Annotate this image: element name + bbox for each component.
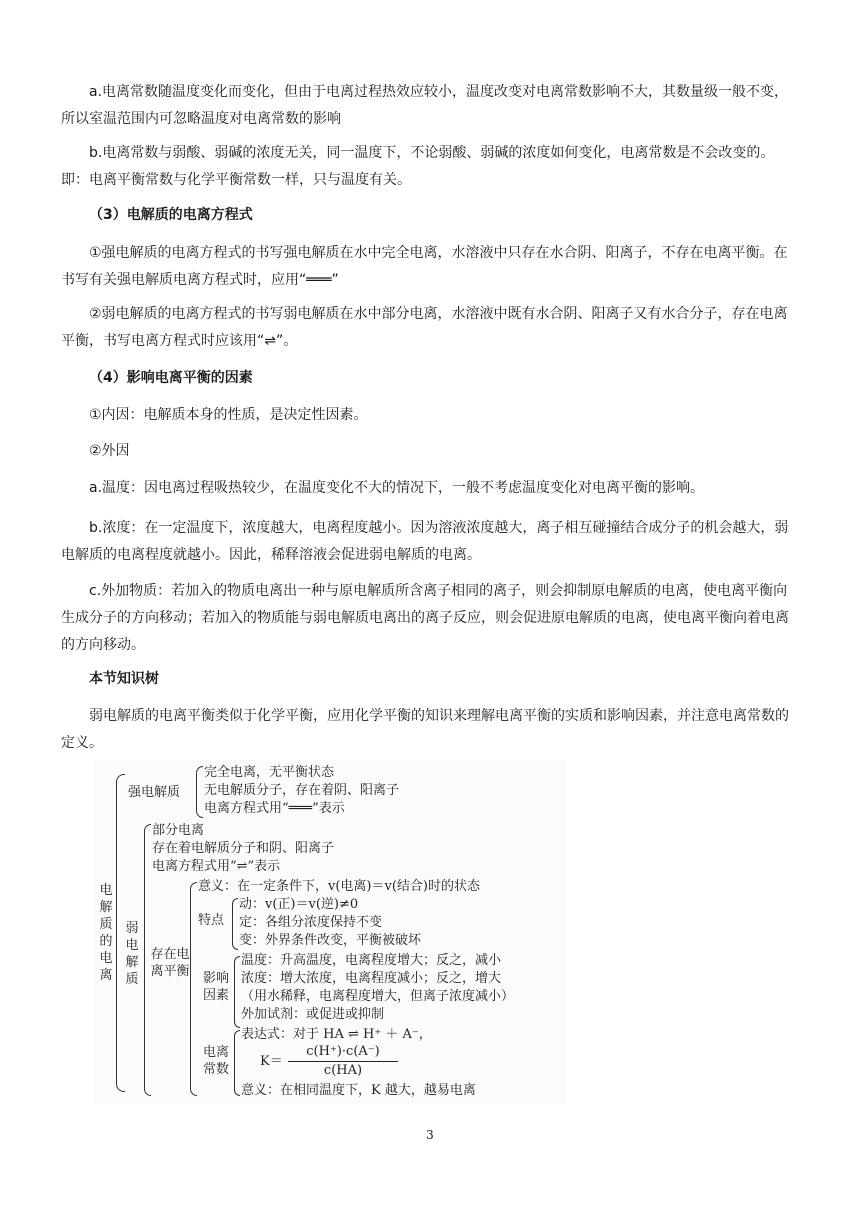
constant-meaning: 意义：在相同温度下，K 越大，越易电离 [241,1083,476,1098]
factor-item: 温度：升高温度，电离程度增大；反之，减小 [241,953,502,968]
paragraph-external-factor: ②外因 [89,443,130,459]
strong-electrolyte-label: 强电解质 [128,785,181,800]
weak-item: 部分电离 [152,823,205,838]
feature-item: 变：外界条件改变，平衡被破坏 [239,933,422,948]
strong-item: 完全电离，无平衡状态 [204,765,335,780]
equilibrium-label: 存在电离平衡 [150,947,190,979]
paragraph-internal-factor: ①内因：电解质本身的性质，是决定性因素。 [89,407,368,423]
k-symbol: K＝ [260,1054,283,1069]
heading-knowledge-tree: 本节知识树 [89,671,159,687]
weak-item: 存在着电解质分子和阴、阳离子 [152,841,335,856]
strong-item: 电离方程式用“═══”表示 [204,801,345,816]
paragraph-weak-electrolyte-equation: ②弱电解质的电离方程式的书写弱电解质在水中部分电离，水溶液中既有水合阴、阳离子又有水合分子，存在电离平衡，书写电离方程式时应该用“⇌”。 [61,306,788,349]
weak-item: 电离方程式用“⇌”表示 [152,859,281,874]
constant-label: 电离常数 [202,1045,229,1077]
equilibrium-brace [190,882,197,1096]
page-number: 3 [426,1128,434,1142]
k-fraction [288,1044,398,1079]
paragraph-concentration-factor: b.浓度：在一定温度下，浓度越大，电离程度越小。因为溶液浓度越大，离子相互碰撞结合成分子的机会越大，弱电解质的电离程度就越小。因此，稀释溶液会促进弱电解质的电离。 [61,520,789,563]
paragraph-tree-intro: 弱电解质的电离平衡类似于化学平衡，应用化学平衡的知识来理解电离平衡的实质和影响因素，并注意电离常数的定义。 [61,708,789,751]
features-brace [232,898,238,950]
paragraph-constant-concentration: b.电离常数与弱酸、弱碱的浓度无关，同一温度下，不论弱酸、弱碱的浓度如何变化，电离常数是不会改变的。即：电离平衡常数与化学平衡常数一样，只与温度有关。 [61,145,775,188]
k-numerator: c(H⁺)·c(A⁻) [306,1044,380,1059]
heading-ionization-equations: （3）电解质的电离方程式 [89,207,253,223]
feature-item: 定：各组分浓度保持不变 [239,915,383,930]
factor-item: 外加试剂：或促进或抑制 [241,1007,385,1022]
paragraph-temperature-factor: a.温度：因电离过程吸热较少，在温度变化不大的情况下，一般不考虑温度变化对电离平衡的影响。 [89,480,705,496]
strong-brace [196,766,203,818]
k-denominator: c(HA) [323,1063,363,1078]
features-label: 特点 [198,913,225,928]
strong-item: 无电解质分子，存在着阴、阳离子 [204,783,400,798]
constant-expression: 表达式：对于 HA ⇌ H⁺ ＋ A⁻， [241,1027,432,1042]
tree-root-label: 电解质的电离 [99,883,113,983]
paragraph-strong-electrolyte-equation: ①强电解质的电离方程式的书写强电解质在水中完全电离，水溶液中只存在水合阴、阳离子，不存在电离平衡。在书写有关强电解质电离方程式时，应用“═══” [61,245,788,288]
equilibrium-meaning: 意义：在一定条件下，v(电离)＝v(结合)时的状态 [198,879,480,894]
knowledge-tree-diagram [94,760,566,1104]
heading-influencing-factors: （4）影响电离平衡的因素 [89,370,253,386]
factors-brace [234,956,240,1028]
factors-label: 影响因素 [202,971,229,1003]
constant-brace [234,1030,240,1096]
paragraph-added-substance-factor: c.外加物质：若加入的物质电离出一种与原电解质所含离子相同的离子，则会抑制原电解质的电离，使电离平衡向生成分子的方向移动；若加入的物质能与弱电解质电离出的离子反应，则会促进原电解质的电离，使电离平衡向着电离的方向移动。 [61,583,789,653]
weak-electrolyte-label: 弱电解质 [125,921,139,987]
paragraph-constant-temperature: a.电离常数随温度变化而变化，但由于电离过程热效应较小，温度改变对电离常数影响不大，其数量级一般不变，所以室温范围内可忽略温度对电离常数的影响 [61,84,789,127]
factor-item: （用水稀释，电离程度增大，但离子浓度减小） [241,989,515,1004]
feature-item: 动：v(正)＝v(逆)≠0 [239,897,359,912]
fraction-bar [288,1061,398,1062]
factor-item: 浓度：增大浓度，电离程度减小；反之，增大 [241,971,502,986]
